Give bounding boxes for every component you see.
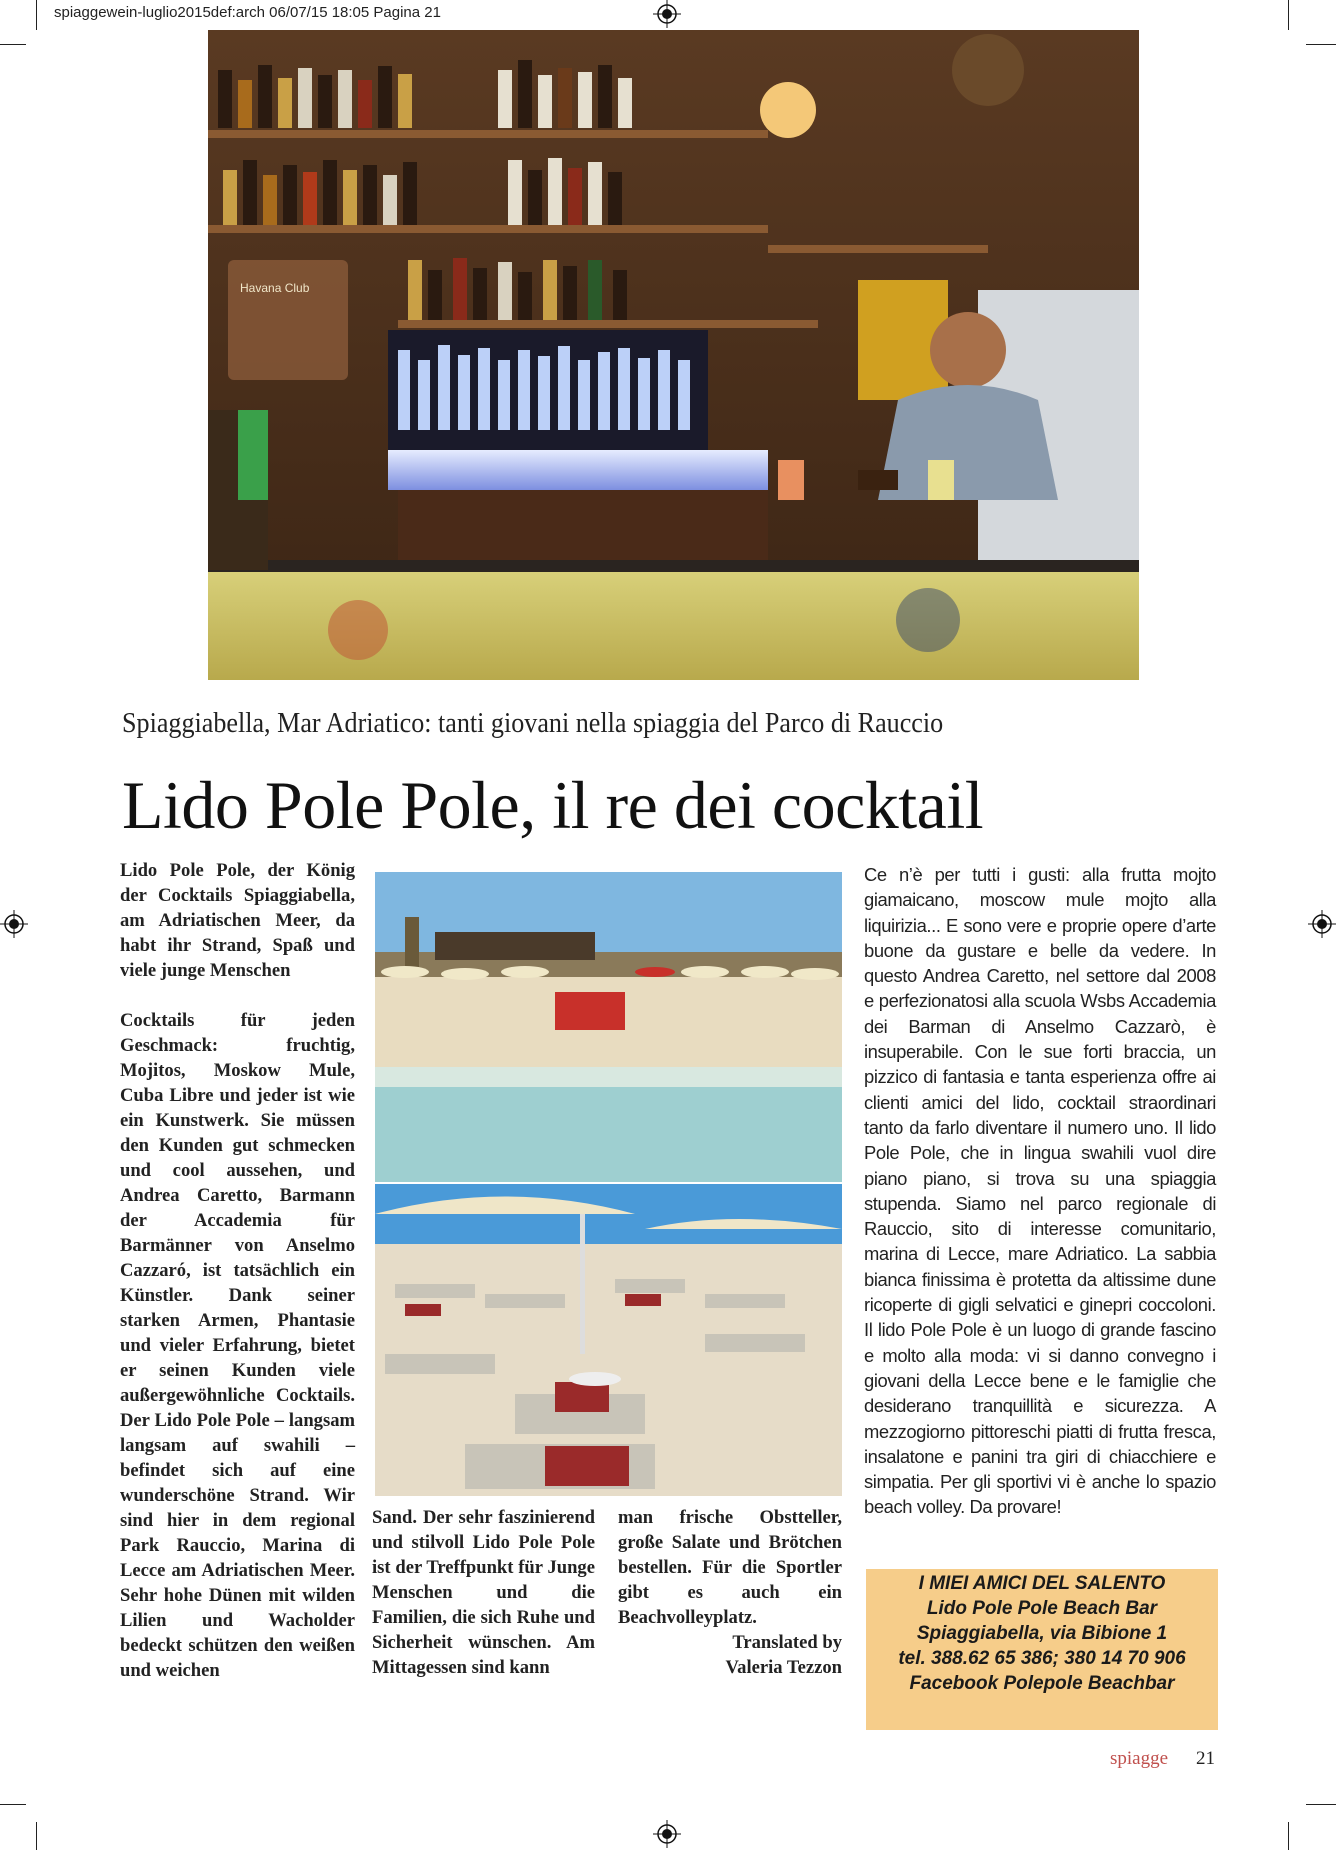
crop-mark-bottom-left-h [0, 1804, 26, 1805]
german-body-col1: Cocktails für jeden Geschmack: fruchtig, Mojitos, Moskow Mule, Cuba Libre und jeder ist wie ein Kunstwerk. Sie müssen den Kunden gut schmecken und cool aussehen, und Andrea Caretto, Barmann der Accademia für Barmänner von Anselmo Cazzaró, ist tatsächlich ein Künstler. Dank seiner starken Armen, Phantasie und vieler Erfahrung, bietet er seinen Kunden viele außergewöhnliche Cocktails. Der Lido Pole Pole – langsam langsam auf swahili – befindet sich auf eine wunderschöne Strand. Wir sind hier in dem regional Park Rauccio, Marina di Lecce am Adriatischen Meer. Sehr hohe Dünen mit wilden Lilien und Wacholder bedeckt schützen den weißen und weichen [120, 1010, 355, 1681]
infobox-venue: Lido Pole Pole Beach Bar [926, 1598, 1158, 1619]
registration-mark-bottom-icon [653, 1820, 681, 1848]
german-body-col3: man frische Obstteller, große Salate und Brötchen bestellen. Für die Sportler gibt es auch ein Beachvolleyplatz. [618, 1507, 842, 1628]
german-column-1 [120, 858, 355, 1683]
infobox-heading: I MIEI AMICI DEL SALENTO [918, 1573, 1166, 1594]
article-headline: Lido Pole Pole, il re dei cocktail [122, 767, 984, 843]
german-body-col2: Sand. Der sehr faszinierend und stilvoll Lido Pole Pole ist der Treffpunkt für Junge Menschen und die Familien, die sich Ruhe und Sicherheit wünschen. Am Mittagessen sind kann [372, 1507, 595, 1678]
beach-photo-top [375, 872, 842, 1182]
crop-mark-top-right-v [1288, 0, 1289, 30]
infobox-address: Spiaggiabella, via Bibione 1 [916, 1623, 1168, 1644]
crop-mark-top-left-h [0, 44, 26, 45]
credit-translator-name: Valeria Tezzon [725, 1657, 842, 1678]
beach-photo-bottom [375, 1184, 842, 1496]
crop-mark-bottom-right-v [1288, 1822, 1289, 1850]
infobox-facebook: Facebook Polepole Beachbar [909, 1673, 1175, 1694]
crop-mark-top-left-v [36, 0, 37, 30]
translation-credit [690, 1630, 842, 1680]
registration-mark-top-icon [653, 0, 681, 28]
credit-translated-by: Translated by [732, 1632, 842, 1653]
crop-mark-top-right-h [1306, 44, 1336, 45]
crop-mark-bottom-left-v [36, 1822, 37, 1850]
havana-club-sign-text: Havana Club [240, 281, 310, 295]
article-kicker: Spiaggiabella, Mar Adriatico: tanti giovani nella spiaggia del Parco di Rauccio [122, 707, 944, 739]
registration-mark-right-icon [1308, 910, 1336, 938]
page-number: 21 [1196, 1748, 1215, 1769]
folio-section: spiagge [1110, 1748, 1169, 1769]
bar-photo [208, 30, 1139, 680]
contact-info-box [866, 1569, 1218, 1730]
italian-body: Ce n’è per tutti i gusti: alla frutta mojto giamaicano, moscow mule mojto alla liquirizia... E sono vere e proprie opere d’arte buone da gustare e belle da vedere. In questo Andrea Caretto, nel settore dal 2008 e perfezionatosi alla scuola Wsbs Accademia dei Barman di Anselmo Cazzarò, è insuperabile. Con le sue forti braccia, un pizzico di fantasia e tanta esperienza offre ai clienti amici del lido, cocktail straordinari tanto da farlo diventare il numero uno. Il lido Pole Pole, che in lingua swahili vuol dire piano piano, si trova su una spiaggia stupenda. Siamo nel parco regionale di Rauccio, sito di interesse comunitario, marina di Lecce, mare Adriatico. La sabbia bianca finissima è protetta da altissime dune ricoperte di gigli selvatici e ginepri coccoloni. Il lido Pole Pole è un luogo di grande fascino e molto alla moda: vi si danno convegno i giovani della Lecce bene e le famiglie che desiderano tranquillità e sicurezza. A mezzogiorno pittoreschi piatti di frutta fresca, insalatone e panini tra giri di chiacchiere e simpatia. Per gli sportivi vi è anche lo spazio beach volley. Da provare! [864, 864, 1216, 1518]
print-slug: spiaggewein-luglio2015def:arch 06/07/15 18:05 Pagina 21 [54, 4, 441, 21]
infobox-phone: tel. 388.62 65 386; 380 14 70 906 [898, 1648, 1186, 1669]
german-deck: Lido Pole Pole, der König der Cocktails Spiaggiabella, am Adriatischen Meer, da habt ihr Strand, Spaß und viele junge Menschen [120, 860, 355, 981]
registration-mark-left-icon [0, 910, 28, 938]
crop-mark-bottom-right-h [1306, 1804, 1336, 1805]
